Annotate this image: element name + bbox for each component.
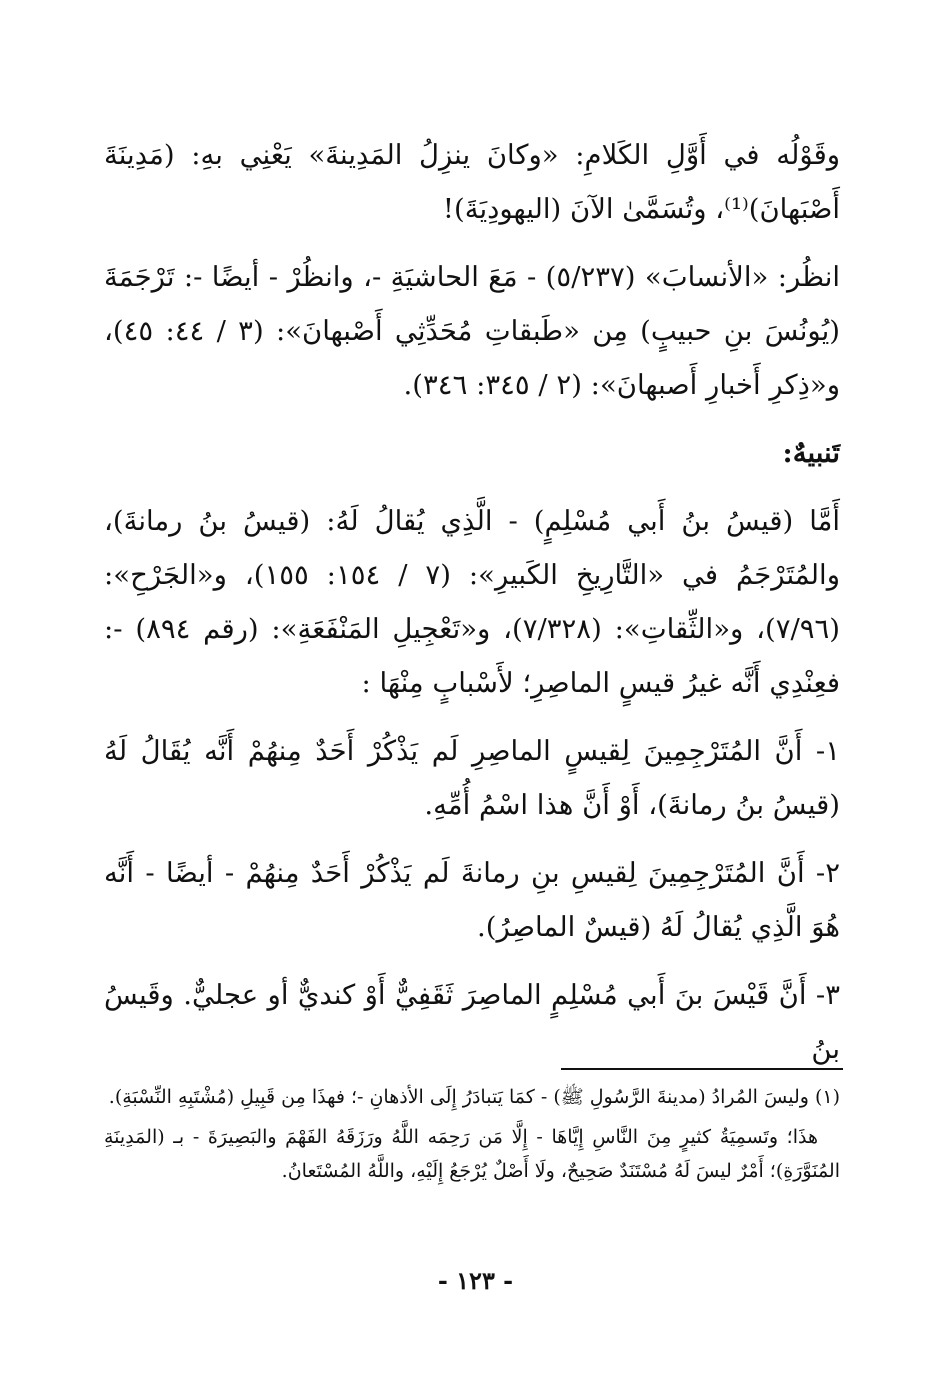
footnote-1-continuation: هذَا؛ وتَسمِيَةُ كثيرٍ مِنَ النَّاسِ إِيَّاهَا - إِلَّا مَن رَحِمَه اللَّهُ ورَزَقَهُ الفَهْمَ والبَصِيرَةَ - بـ (المَدِينَةِ المُنَوَّرَةِ)؛ أَمْرٌ ليسَ لَهُ مُسْتَنَدٌ صَحِيحٌ، ولَا أَصْلٌ يُرْجَعُ إِلَيْهِ، واللَّهُ المُسْتَعانُ. [104, 1126, 840, 1182]
section-heading: تَنبيهٌ: [782, 437, 840, 469]
footnotes [104, 1080, 840, 1194]
footnote-divider [561, 1068, 843, 1070]
paragraph-note: أَمَّا (قيسُ بنُ أَبي مُسْلِمٍ) - الَّذِي يُقالُ لَهُ: (قيسُ بنُ رمانةَ)، والمُتَرْجَمُ في «التَّارِيخِ الكَبيرِ»: (٧ / ١٥٤: ١٥٥)، و«الجَرْحِ»: (٧/٩٦)، و«الثِّقاتِ»: (٧/٣٢٨)، و«تَعْجِيلِ المَنْفَعَةِ»: (رقم ٨٩٤) -: فعِنْدِي أَنَّه غيرُ قيسٍ الماصِرِ؛ لأَسْبابٍ مِنْهَا : [104, 505, 841, 699]
paragraph-intro: وقَوْلُه في أَوَّلِ الكَلامِ: «وكانَ ينزِلُ المَدِينةَ» يَعْنِي بهِ: (مَدِينَةَ أَصْبَهانَ)⁽¹⁾، وتُسَمَّىٰ الآنَ (اليهودِيَةَ)! [104, 139, 840, 225]
paragraph-references: انظُر: «الأنسابَ» (٥/٢٣٧) - مَعَ الحاشيَةِ -، وانظُرْ - أيضًا -: تَرْجَمَةَ (يُونُسَ بنِ حبيبٍ) مِن «طَبقاتِ مُحَدِّثِي أَصْبهانَ»: (٣ / ٤٤: ٤٥)، و«ذِكرِ أَخبارِ أَصبهانَ»: (٢ / ٣٤٥: ٣٤٦). [104, 261, 841, 401]
footnote-1: (١) وليسَ المُرادُ (مدينةَ الرَّسُولِ ﷺ) - كمَا يَتبادَرُ إِلَى الأذهانِ -؛ فهذَا مِن قَبِيلِ (مُشْتَبِهِ النِّسْبَةِ). [108, 1086, 840, 1108]
reason-item-3: ٣- أَنَّ قَيْسَ بنَ أَبي مُسْلِمٍ الماصِرَ ثَقَفِيٌّ أَوْ كنديٌّ أو عجليٌّ. وقَيسُ بنُ [104, 979, 840, 1065]
reason-item-2: ٢- أَنَّ المُتَرْجِمِينَ لِقيسِ بنِ رمانةَ لَم يَذْكُرْ أَحَدٌ مِنهُمْ - أيضًا - أَنَّه هُوَ الَّذِي يُقالُ لَهُ (قيسٌ الماصِرُ). [104, 857, 840, 943]
main-text [104, 128, 840, 1090]
page-number: - ١٢٣ - [437, 1266, 514, 1295]
reason-item-1: ١- أَنَّ المُتَرْجِمِينَ لِقيسٍ الماصِرِ لَم يَذْكُرْ أَحَدٌ مِنهُمْ أَنَّه يُقَالُ لَهُ (قيسُ بنُ رمانةَ)، أَوْ أَنَّ هذا اسْمُ أُمِّهِ. [104, 735, 840, 821]
